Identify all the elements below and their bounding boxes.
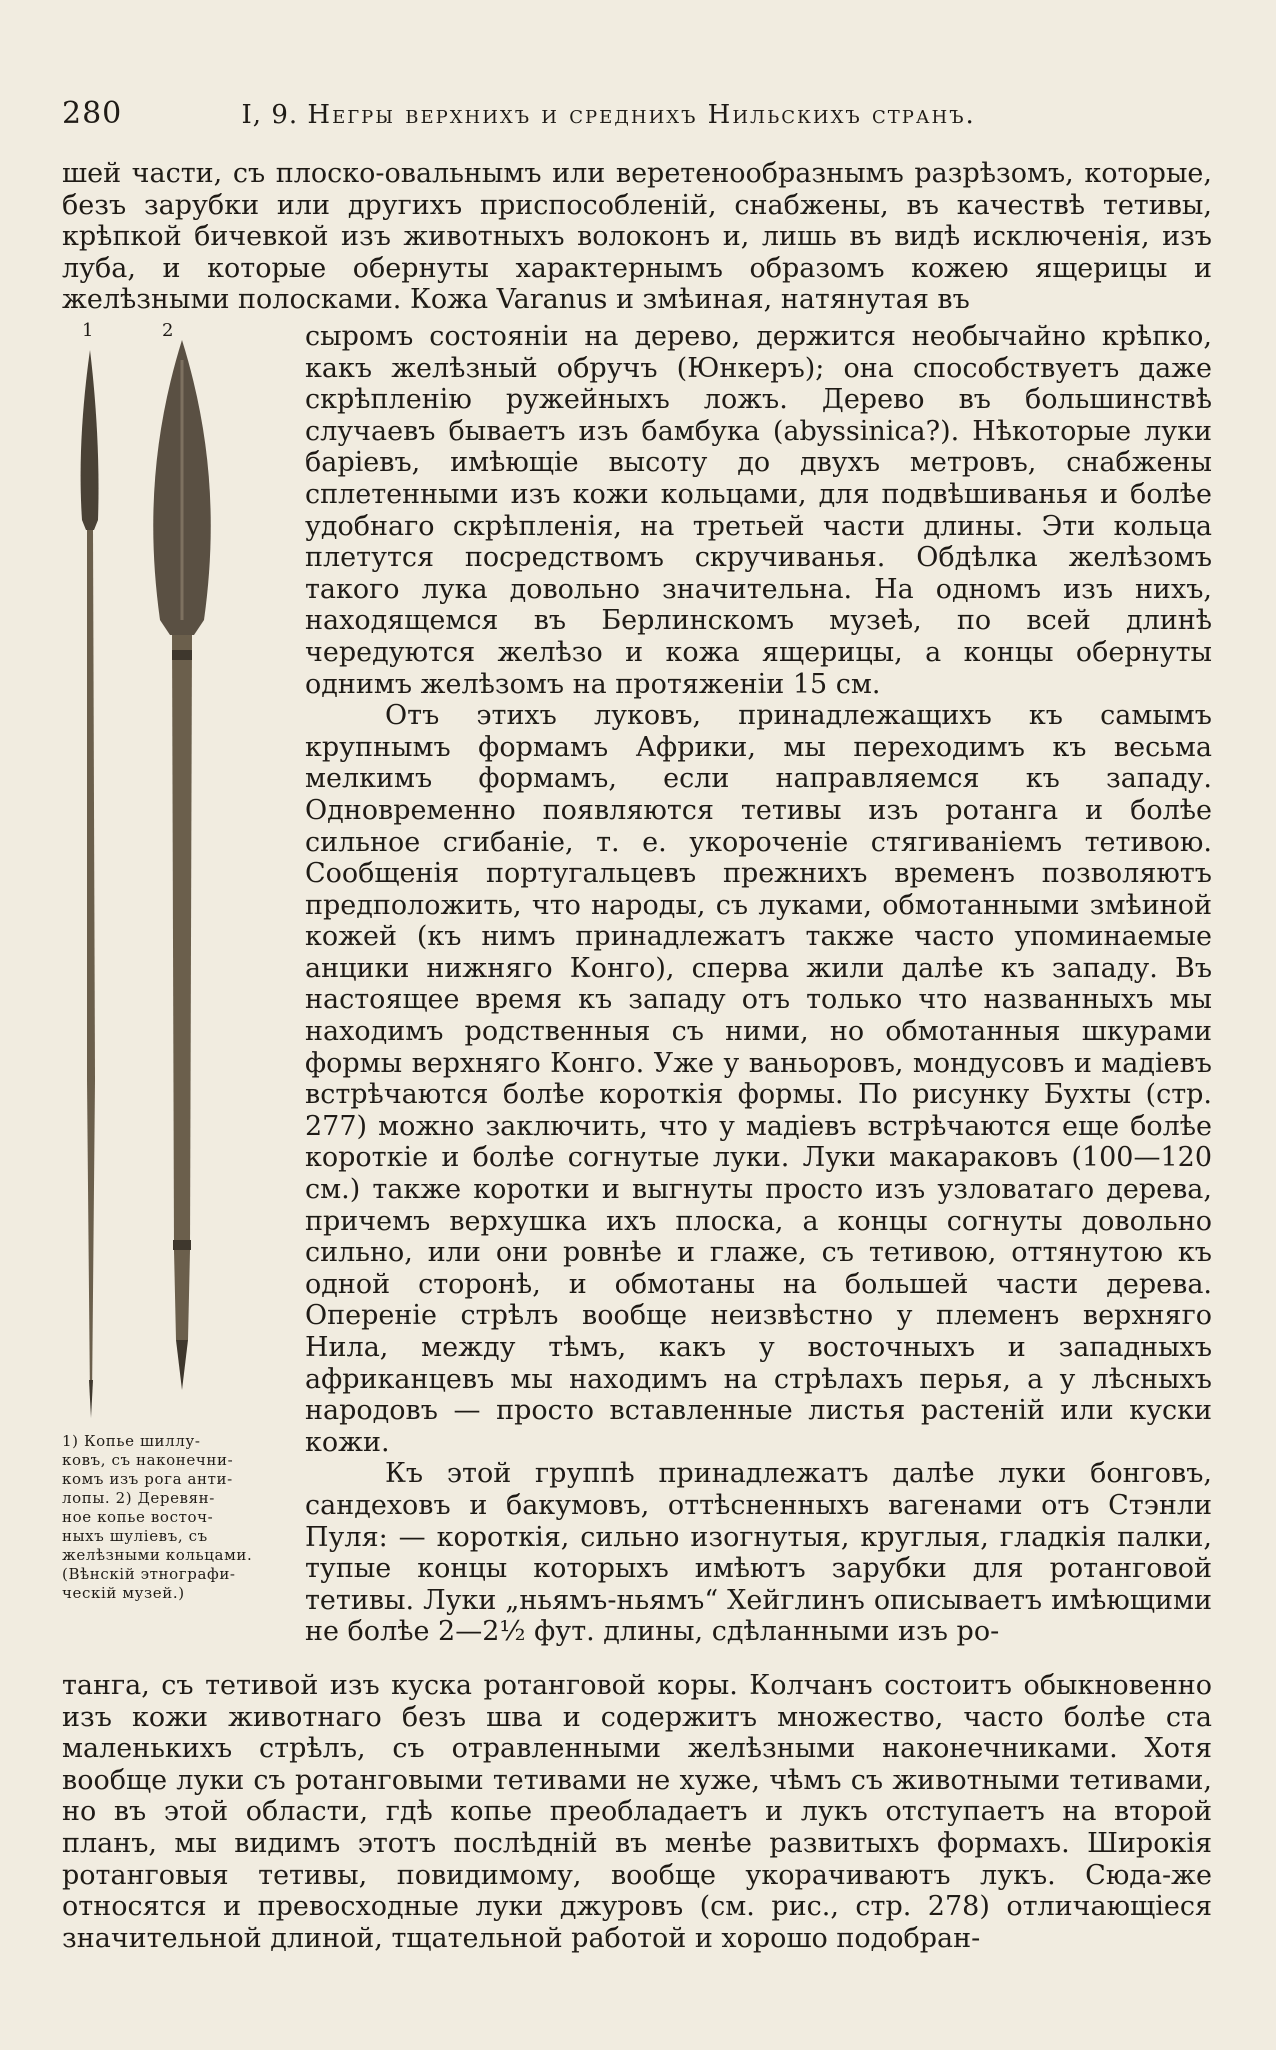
paragraph-bows-bari: сыромъ состояніи на дерево, держится необычайно крѣпко, какъ желѣзный обручъ (Юнкеръ); она способствуетъ даже скрѣпленію ружейныхъ ложъ. Дерево въ большинствѣ случаевъ бываетъ изъ бамбука (abyssinica?). Нѣкоторые луки баріевъ, имѣющіе высоту до двухъ метровъ, снабжены сплетенными изъ кожи кольцами, для подвѣшиванья и болѣе удобнаго скрѣпленія, на третьей части длины. Эти кольца плетутся посредствомъ скручиванья. Обдѣлка желѣзомъ такого лука довольно значительна. На одномъ изъ нихъ, находящемся въ Берлинскомъ музеѣ, по всей длинѣ чередуются желѣзо и кожа ящерицы, а концы обернуты однимъ желѣзомъ на протяженіи 15 см.: [305, 321, 1212, 700]
spears-illustration: [62, 320, 292, 1430]
text-bottom-block: танга, съ тетивой изъ куска ротанговой коры. Колчанъ состоитъ обыкновенно изъ кожи животнаго безъ шва и содержитъ множество, часто болѣе ста маленькихъ стрѣлъ, съ отравленными желѣзными наконечниками. Хотя вообще луки съ ротанговыми тетивами не хуже, чѣмъ съ животными тетивами, но въ этой области, гдѣ копье преобладаетъ и лукъ отступаетъ на второй планъ, мы видимъ этотъ послѣдній въ менѣе развитыхъ формахъ. Широкія ротанговыя тетивы, повидимому, вообще укорачиваютъ лукъ. Сюда-же относятся и превосходные луки джуровъ (см. рис., стр. 278) отличающіеся значительной длиной, тщательной работой и хорошо подобран-: [62, 1670, 1212, 1954]
figure-label-1: 1: [82, 320, 94, 341]
spear-2-ring-lower: [173, 1240, 191, 1250]
spear-shuli: [153, 340, 210, 1390]
text-wrap-block: [305, 321, 1212, 1648]
spear-2-shaft: [172, 635, 192, 1340]
paragraph-bows-west: Отъ этихъ луковъ, принадлежащихъ къ самымъ крупнымъ формамъ Африки, мы переходимъ къ весьма мелкимъ формамъ, если направляемся къ западу. Одновременно появляются тетивы изъ ротанга и болѣе сильное сгибаніе, т. е. укороченіе стягиваніемъ тетивою. Сообщенія португальцевъ прежнихъ временъ позволяютъ предположить, что народы, съ луками, обмотанными змѣиной кожей (къ нимъ принадлежатъ также часто упоминаемые анцики нижняго Конго), сперва жили далѣе къ западу. Въ настоящее время къ западу отъ только что названныхъ мы находимъ родственныя съ ними, но обмотанныя шкурами формы верхняго Конго. Уже у ваньоровъ, мондусовъ и мадіевъ встрѣчаются болѣе короткія формы. По рисунку Бухты (стр. 277) можно заключить, что у мадіевъ встрѣчаются еще болѣе короткіе и болѣе согнутые луки. Луки макараковъ (100—120 см.) также коротки и выгнуты просто изъ узловатаго дерева, причемъ верхушка ихъ плоска, а концы согнуты довольно сильно, или они ровнѣе и глаже, съ тетивою, оттянутою къ одной сторонѣ, и обмотаны на большей части дерева. Опереніе стрѣлъ вообще неизвѣстно у племенъ верхняго Нила, между тѣмъ, какъ у восточныхъ и западныхъ африканцевъ мы находимъ на стрѣлахъ перья, а у лѣсныхъ народовъ — просто вставленные листья растеній или куски кожи.: [305, 700, 1212, 1458]
spears-figure: [62, 320, 292, 1430]
figure-label-2: 2: [162, 320, 174, 341]
paragraph-bows-bongo: Къ этой группѣ принадлежатъ далѣе луки бонговъ, сандеховъ и бакумовъ, оттѣсненныхъ вагенами отъ Стэнли Пуля: — короткія, сильно изогнутыя, круглыя, гладкія палки, тупые концы которыхъ имѣютъ зарубки для ротанговой тетивы. Луки „ньямъ-ньямъ“ Хейглинъ описываетъ имѣющими не болѣе 2—2½ фут. длины, сдѣланными изъ ро-: [305, 1458, 1212, 1648]
spear-2-ring-upper: [172, 650, 192, 660]
spear-1-shaft: [87, 530, 95, 1400]
spear-1-butt: [89, 1380, 93, 1418]
spear-1-head: [81, 350, 99, 530]
section-number: I, 9.: [241, 100, 299, 130]
chapter-title: Негры верхнихъ и среднихъ Нильскихъ странъ.: [307, 100, 976, 130]
running-header: [62, 96, 1212, 131]
page-number: 280: [62, 96, 123, 131]
figure-caption: 1) Копье шиллу- ковъ, съ наконечни- комъ изъ рога анти- лопы. 2) Деревян- ное копье восточ- ныхъ шуліевъ, съ желѣзными кольцами. (Вѣнскій этнографи- ческій музей.): [62, 1432, 253, 1602]
spear-shilluk: [81, 350, 99, 1418]
spear-2-butt: [176, 1340, 188, 1390]
text-top-block: шей части, съ плоско-овальнымъ или веретенообразнымъ разрѣзомъ, которые, безъ зарубки или другихъ приспособленій, снабжены, въ качествѣ тетивы, крѣпкой бичевкой изъ животныхъ волоконъ и, лишь въ видѣ исключенія, изъ луба, и которые обернуты характернымъ образомъ кожею ящерицы и желѣзными полосками. Кожа Varanus и змѣиная, натянутая въ: [62, 158, 1212, 316]
